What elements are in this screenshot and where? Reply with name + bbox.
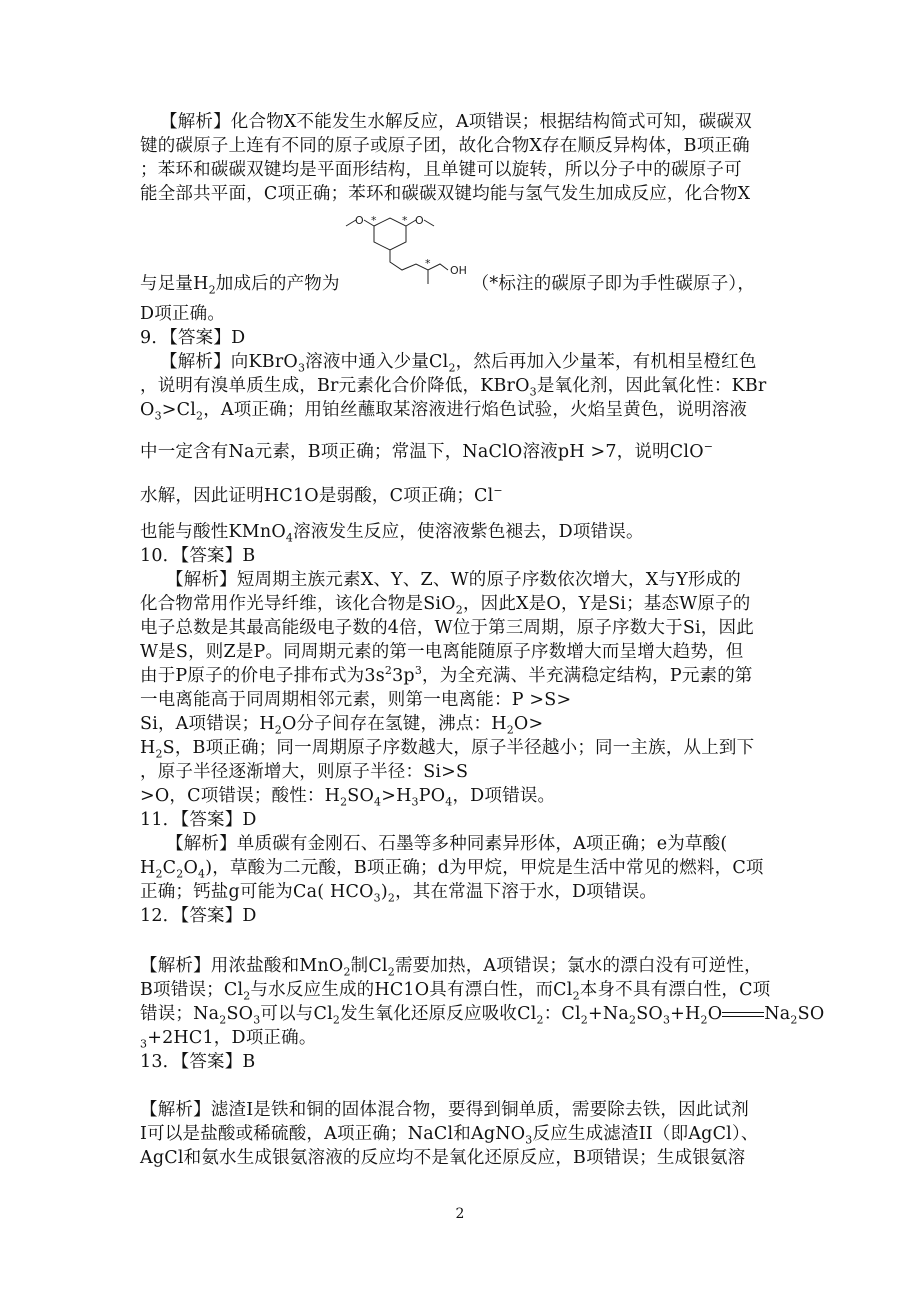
text-run: +H — [670, 1004, 701, 1024]
chiral-mark: * — [371, 214, 377, 227]
text-run: S，B项正确；同一周期原子序数越大，原子半径越小；同一主族，从上到下 — [162, 738, 755, 758]
text-run: ，因此X是O，Y是Si；基态W原子的 — [462, 594, 751, 614]
text-run: 制Cl — [350, 956, 388, 976]
subscript: 2 — [387, 891, 396, 905]
text-run: 本身不具有漂白性，C项 — [579, 980, 771, 1000]
chiral-mark: * — [425, 257, 431, 270]
subscript: 3 — [373, 891, 381, 905]
text-run: I可以是盐酸或稀硫酸，A项正确；NaCl和AgNO — [140, 1124, 526, 1144]
superscript: 3 — [414, 664, 423, 678]
subscript: 3 — [525, 1133, 533, 1147]
text-line: D项正确。 — [140, 304, 226, 324]
text-run: 反应生成滤渣II（即AgCl）、 — [532, 1124, 759, 1144]
text-line — [140, 736, 780, 760]
subscript: 3 — [154, 409, 162, 423]
text-run: ：Cl — [543, 1004, 581, 1024]
text-line: ，原子半径逐渐增大，则原子半径：Si>S — [140, 762, 469, 782]
subscript: 3 — [253, 1013, 261, 1027]
text-line: W是S，则Z是P。同周期元素的第一电离能随原子序数增大而呈增大趋势，但 — [140, 642, 744, 662]
text-run: ) — [380, 882, 388, 902]
answer-heading: 10．【答案】B — [140, 546, 256, 566]
subscript: 2 — [700, 1013, 708, 1027]
subscript: 3 — [411, 795, 419, 809]
text-run: 由于P原子的价电子排布式为3s — [140, 666, 385, 686]
text-run: 加成后的产物为 — [215, 274, 340, 294]
text-run: B项错误；Cl — [140, 980, 244, 1000]
answer-heading: 9．【答案】D — [140, 328, 246, 348]
text-run: 发生氧化还原反应吸收Cl — [340, 1004, 537, 1024]
subscript: 3 — [140, 1037, 148, 1051]
text-line: 【解析】化合物X不能发生水解反应，A项错误；根据结构简式可知，碳碳双 — [160, 112, 752, 132]
hydroxyl-label: OH — [450, 264, 467, 277]
answer-heading: 13．【答案】B — [140, 1052, 256, 1072]
text-run: Na — [764, 1004, 791, 1024]
subscript: 2 — [455, 603, 463, 617]
text-run: +Na — [588, 1004, 630, 1024]
text-line — [140, 1026, 780, 1050]
text-line: 一电离能高于同周期相邻元素，则第一电离能：P >S> — [140, 690, 572, 710]
answer-heading: 11．【答案】D — [140, 810, 257, 830]
subscript: 4 — [285, 531, 294, 545]
subscript: 4 — [374, 795, 382, 809]
subscript: 2 — [629, 1013, 637, 1027]
subscript: 4 — [198, 867, 206, 881]
text-run: 也能与酸性KMnO — [140, 522, 286, 542]
subscript: 2 — [572, 989, 580, 1003]
text-line — [140, 1122, 780, 1146]
text-run: +2HC1，D项正确。 — [147, 1028, 317, 1048]
text-line — [140, 398, 780, 422]
text-run: 化合物常用作光导纤维，该化合物是SiO — [140, 594, 456, 614]
text-run: SO — [226, 1004, 254, 1024]
subscript: 2 — [243, 989, 251, 1003]
text-run: Si，A项错误；H — [140, 714, 275, 734]
subscript: 2 — [155, 867, 163, 881]
text-run: ，为全充满、半充满稳定结构，P元素的第 — [422, 666, 753, 686]
text-line — [140, 712, 780, 736]
text-run: 3p — [392, 666, 415, 686]
text-line — [140, 374, 780, 398]
text-line — [140, 520, 780, 544]
text-run: 错误；Na — [140, 1004, 220, 1024]
text-run: O — [140, 400, 155, 420]
text-line — [160, 350, 780, 374]
subscript: 2 — [176, 867, 184, 881]
text-line — [140, 1002, 825, 1027]
text-line: ；苯环和碳碳双键均是平面形结构，且单键可以旋转，所以分子中的碳原子可 — [140, 160, 742, 180]
text-line — [140, 272, 780, 296]
subscript: 2 — [387, 965, 395, 979]
subscript: 2 — [448, 361, 456, 375]
text-run: >H — [381, 786, 412, 806]
text-run: ，然后再加入少量苯，有机相呈橙红色 — [455, 352, 757, 372]
text-line — [140, 880, 780, 904]
text-run: 是氧化剂，因此氧化性：KBr — [536, 376, 767, 396]
text-run: PO — [418, 786, 446, 806]
text-line — [140, 856, 780, 880]
text-run: ，A项正确；用铂丝蘸取某溶液进行焰色试验，火焰呈黄色，说明溶液 — [203, 400, 748, 420]
text-run: 正确；钙盐g可能为Ca( HCO — [140, 882, 374, 902]
text-run: >Cl — [161, 400, 197, 420]
subscript: 2 — [506, 723, 514, 737]
text-line: 键的碳原子上连有不同的原子或原子团，故化合物X存在顺反异构体，B项正确 — [140, 136, 750, 156]
chiral-mark: * — [402, 214, 408, 227]
page-number: 2 — [455, 1206, 465, 1222]
subscript: 2 — [155, 747, 163, 761]
subscript: 2 — [340, 795, 348, 809]
text-run: SO — [797, 1004, 825, 1024]
subscript: 2 — [790, 1013, 798, 1027]
subscript: 2 — [580, 1013, 588, 1027]
subscript: 2 — [208, 283, 216, 297]
text-line: 【解析】短周期主族元素X、Y、Z、W的原子序数依次增大，X与Y形成的 — [166, 570, 741, 590]
text-line — [140, 784, 780, 808]
text-run: ，说明有溴单质生成，Br元素化合价降低，KBrO — [140, 376, 530, 396]
text-run: 溶液中通入少量Cl — [305, 352, 449, 372]
oxygen-label: O — [415, 214, 424, 227]
subscript: 3 — [297, 361, 306, 375]
text-run: 水解，因此证明HC1O是弱酸，C项正确；Cl — [140, 486, 494, 506]
text-run: >O，C项错误；酸性：H — [140, 786, 341, 806]
subscript: 3 — [662, 1013, 671, 1027]
text-line — [140, 978, 780, 1002]
text-line: 电子总数是其最高能级电子数的4倍，W位于第三周期，原子序数大于Si，因此 — [140, 618, 754, 638]
text-run: O> — [513, 714, 544, 734]
text-run: 中一定含有Na元素，B项正确；常温下，NaClO溶液pH >7，说明ClO — [140, 442, 704, 462]
text-line: 【解析】单质碳有金刚石、石墨等多种同素异形体，A项正确；e为草酸( — [166, 834, 728, 854]
subscript: 2 — [274, 723, 282, 737]
text-line — [140, 484, 780, 508]
text-run: 可以与Cl — [260, 1004, 333, 1024]
subscript: 2 — [536, 1013, 544, 1027]
oxygen-label: O — [355, 214, 364, 227]
subscript: 2 — [219, 1013, 227, 1027]
text-run: )，草酸为二元酸，B项正确；d为甲烷，甲烷是生活中常见的燃料，C项 — [205, 858, 764, 878]
text-line — [140, 664, 780, 688]
text-run: O — [183, 858, 199, 878]
subscript: 2 — [343, 965, 351, 979]
subscript: 2 — [196, 409, 204, 423]
text-line: 【解析】滤渣I是铁和铜的固体混合物，要得到铜单质，需要除去铁，因此试剂 — [140, 1100, 749, 1120]
equals-double-line — [722, 1010, 764, 1020]
text-run: O — [707, 1004, 723, 1024]
superscript: − — [703, 440, 714, 454]
text-run: 【解析】用浓盐酸和MnO — [140, 956, 344, 976]
text-run: 需要加热，A项错误；氯水的漂白没有可逆性， — [394, 956, 762, 976]
text-run: 与水反应生成的HC1O具有漂白性，而Cl — [250, 980, 573, 1000]
text-line — [140, 440, 780, 464]
text-run: ，其在常温下溶于水，D项错误。 — [395, 882, 658, 902]
text-line — [140, 954, 780, 978]
text-run: C — [162, 858, 177, 878]
superscript: − — [493, 484, 503, 498]
text-line — [140, 592, 780, 616]
subscript: 4 — [445, 795, 453, 809]
text-run: SO — [636, 1004, 663, 1024]
text-run: 溶液发生反应，使溶液紫色褪去，D项错误。 — [293, 522, 644, 542]
subscript: 3 — [529, 385, 537, 399]
text-run: 【解析】向KBrO — [160, 352, 298, 372]
subscript: 2 — [332, 1013, 341, 1027]
text-run: O分子间存在氢键，沸点：H — [282, 714, 507, 734]
text-run: 与足量H — [140, 274, 209, 294]
text-run: H — [140, 738, 156, 758]
answer-heading: 12．【答案】D — [140, 906, 257, 926]
text-run: SO — [347, 786, 375, 806]
text-line: 能全部共平面，C项正确；苯环和碳碳双键均能与氢气发生加成反应，化合物X — [140, 184, 751, 204]
text-line: AgCl和氨水生成银氨溶液的反应均不是氧化还原反应，B项错误；生成银氨溶 — [140, 1148, 746, 1168]
text-run: （*标注的碳原子即为手性碳原子）， — [471, 274, 756, 294]
superscript: 2 — [384, 664, 393, 678]
text-run: ，D项错误。 — [452, 786, 556, 806]
text-run: H — [140, 858, 156, 878]
